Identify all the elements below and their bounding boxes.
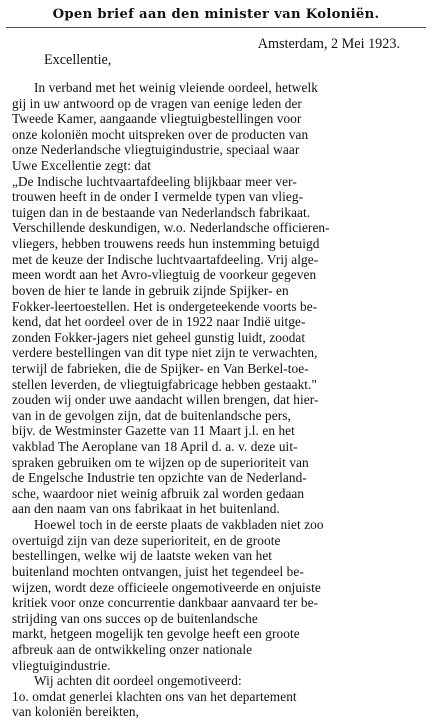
body-line: van koloniën bereikten,: [12, 704, 140, 720]
body-line: meen wordt aan het Avro-vliegtuig de voorkeur gegeven: [12, 267, 317, 283]
body-line: trouwen heeft in de onder I vermelde typen van vlieg-: [12, 189, 304, 205]
body-line: onze Nederlandsche vliegtuigindustrie, speciaal waar: [12, 142, 300, 158]
body-line: wijzen, wordt deze officieele ongemotiveerde en onjuiste: [12, 579, 321, 595]
letter-headline: Open brief aan den minister van Koloniën.: [52, 7, 380, 22]
body-line: vakblad The Aeroplane van 18 April d. a. v. deze uit-: [12, 439, 298, 455]
body-line: vliegtuigindustrie.: [12, 657, 111, 673]
body-line: onze koloniën mocht uitspreken over de producten van: [12, 126, 309, 142]
body-line: tuigen dan in de bestaande van Nederlandsch fabrikaat.: [12, 204, 311, 220]
body-line: kend, dat het oordeel over de in 1922 naar Indië uitge-: [12, 314, 306, 330]
body-line: zonden Fokker-jagers niet geheel gunstig luidt, zoodat: [12, 329, 306, 345]
headline-rule: [6, 27, 426, 28]
body-line: Hoewel toch in de eerste plaats de vakbladen niet zoo: [34, 517, 324, 533]
body-line: bijv. de Westminster Gazette van 11 Maart j.l. en het: [12, 423, 295, 439]
letter-body: [0, 80, 432, 720]
body-line: van in de gevolgen zijn, dat de buitenlandsche pers,: [12, 407, 291, 423]
body-line: In verband met het weinig vleiende oordeel, hetwelk: [34, 80, 318, 95]
body-line: Verschillende deskundigen, w.o. Nederlandsche officieren-: [12, 220, 330, 236]
body-line: 1o. omdat generlei klachten ons van het departement: [12, 688, 297, 704]
body-line: sche, waardoor niet weinig afbruik zal worden gedaan: [12, 485, 305, 501]
letter-place-date: Amsterdam, 2 Mei 1923.: [257, 36, 400, 52]
body-line: markt, hetgeen mogelijk ten gevolge heeft een groote: [12, 626, 300, 642]
body-line: de Engelsche Industrie ten opzichte van de Nederland-: [12, 470, 307, 486]
body-line: afbreuk aan de ontwikkeling onzer nationale: [12, 641, 253, 657]
body-line: bestellingen, welke wij de laatste weken van het: [12, 548, 273, 564]
body-line: buitenland mochten ontvangen, juist het tegendeel be-: [12, 563, 304, 579]
body-line: gij in uw antwoord op de vragen van eenige leden der: [12, 95, 302, 111]
letter-salutation: Excellentie,: [44, 52, 112, 68]
body-line: stellen leverden, de vliegtuigfabricage hebben gestaakt.": [12, 376, 317, 392]
body-line: Fokker-leertoestellen. Het is ondergeteekende voorts be-: [12, 298, 318, 314]
body-line: Tweede Kamer, aangaande vliegtuigbestellingen voor: [12, 111, 302, 127]
body-line: kritiek voor onze concurrentie dankbaar aanvaard ter be-: [12, 595, 319, 611]
body-line: boven de hier te lande in gebruik zijnde Spijker- en: [12, 282, 289, 298]
body-line: met de keuze der Indische luchtvaartafdeeling. Vrij alge-: [12, 251, 319, 267]
body-line: Uwe Excellentie zegt: dat: [12, 158, 151, 174]
body-line: vliegers, hebben trouwens reeds hun instemming betuigd: [12, 236, 320, 252]
body-line: verdere bestellingen van dit type niet zijn te verwachten,: [12, 345, 318, 361]
body-line: „De Indische luchtvaartafdeeling blijkbaar meer ver-: [12, 173, 297, 189]
body-line: strijding van ons succes op de buitenlandsche: [12, 610, 258, 626]
body-line: aan den naam van ons fabrikaat in het buitenland.: [12, 501, 280, 517]
body-line: zouden wij onder uwe aandacht willen brengen, dat hier-: [12, 392, 319, 408]
body-line: spraken gebruiken om te wijzen op de superioriteit van: [12, 454, 309, 470]
body-line: Wij achten dit oordeel ongemotiveerd:: [34, 673, 242, 689]
body-line: terwijl de fabrieken, die de Spijker- en Van Berkel-toe-: [12, 360, 309, 376]
body-line: overtuigd zijn van deze superioriteit, en de groote: [12, 532, 281, 548]
